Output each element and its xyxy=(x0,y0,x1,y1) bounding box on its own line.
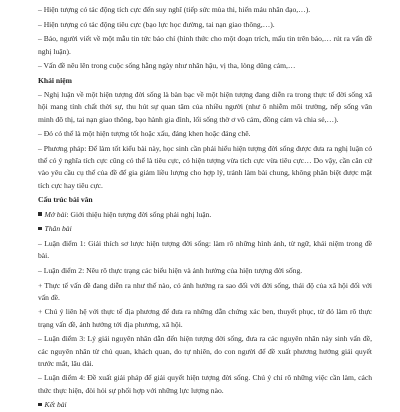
than-bai-paragraph-1: – Luận điểm 1: Giải thích sơ lược hiện tượng đời sống: làm rõ những hình ảnh, từ ngữ, khái niệm trong đề bài. xyxy=(38,238,372,261)
intro-line-3: – Bảo, người viết về một mẫu tin tức báo chí (hình thức cho một đoạn trích, mẩu tin trên báo,… rút ra vấn đề nghị luận). xyxy=(38,34,372,56)
intro-line-4: – Vấn đề nêu lên trong cuộc sống hằng ngày như nhân hậu, vị tha, lòng dũng cảm,… xyxy=(38,61,296,71)
mo-bai-item xyxy=(38,209,372,221)
than-bai-paragraph-5: – Luận điểm 3: Lý giải nguyên nhân dẫn đến hiện tượng đời sống, đưa ra các nguyên nhân này sinh vấn đề, các nguyên nhân từ chủ quan, khách quan, do tự nhiên, do con người để đề xuất phương hướng giải quyết trước mắt, lâu dài. xyxy=(38,334,372,368)
khai-niem-paragraph-1: – Nghị luận về một hiện tượng đời sống là bàn bạc về một hiện tượng đang diễn ra trong thực tế đời sống xã hội mang tính chất thời sự, thu hút sự quan tâm của nhiều người (như ô nhiễm môi trường, nếp sống văn minh đô thị, tai nạn giao thông, bạo hành gia đình, lối sống thờ ơ vô cảm, đồng cảm và chia sẻ,…). xyxy=(38,90,372,124)
intro-line-2: – Hiện tượng có tác động tiêu cực (bạo lực học đường, tai nạn giao thông,…). xyxy=(38,19,275,29)
khai-niem-paragraph-3: – Phương pháp: Để làm tốt kiểu bài này, học sinh cần phải hiểu hiện tượng đời sống được đưa ra nghị luận có thể có ý nghĩa tích cực cũng có thể là tiêu cực, có hiện tượng vừa tích cực vừa tiêu cực… Do vậy, cần căn cứ vào yêu cầu cụ thể của đề để gia giảm liều lượng cho hợp lý, tránh làm bài chung, không phân biệt được mặt tích cực hay tiêu cực. xyxy=(38,144,372,190)
mo-bai-text: : Giới thiệu hiện tượng đời sống phải nghị luận. xyxy=(66,209,212,219)
square-bullet-icon xyxy=(38,227,42,231)
than-bai-paragraph-6: – Luận điểm 4: Đề xuất giải pháp để giải quyết hiện tượng đời sống. Chú ý chỉ rõ những việc cần làm, cách thức thực hiện, đòi hỏi sự phối hợp với những lực lượng nào. xyxy=(38,373,372,395)
section-heading-khai-niem: Khái niệm xyxy=(38,76,72,86)
ket-bai-item xyxy=(38,399,372,411)
square-bullet-icon xyxy=(38,403,42,407)
section-heading-cau-truc: Cấu trúc bài văn xyxy=(38,195,93,205)
intro-line-1: – Hiện tượng có tác động tích cực đến suy nghĩ (tiếp sức mùa thi, hiến máu nhân đạo,…). xyxy=(38,5,311,14)
square-bullet-icon xyxy=(38,212,42,216)
than-bai-paragraph-3: + Thực tế vấn đề đang diễn ra như thế nào, có ảnh hưởng ra sao đối với đời sống, thái độ của xã hội đối với vấn đề. xyxy=(38,280,372,302)
than-bai-item xyxy=(38,223,372,235)
ket-bai-label: Kết bài xyxy=(44,400,67,410)
than-bai-paragraph-2: – Luận điểm 2: Nêu rõ thực trạng các biểu hiện và ảnh hưởng của hiện tượng đời sống. xyxy=(38,265,303,275)
khai-niem-paragraph-2: – Đó có thể là một hiện tượng tốt hoặc xấu, đáng khen hoặc đáng chê. xyxy=(38,129,251,139)
mo-bai-label: Mở bài xyxy=(44,209,67,219)
than-bai-label: Thân bài xyxy=(44,224,72,234)
than-bai-paragraph-4: + Chú ý liên hệ với thực tế địa phương để đưa ra những dẫn chứng xác ben, thuyết phục, từ đó làm rõ thực trạng vấn đề, ảnh hưởng tới địa phương, xã hội. xyxy=(38,307,372,329)
